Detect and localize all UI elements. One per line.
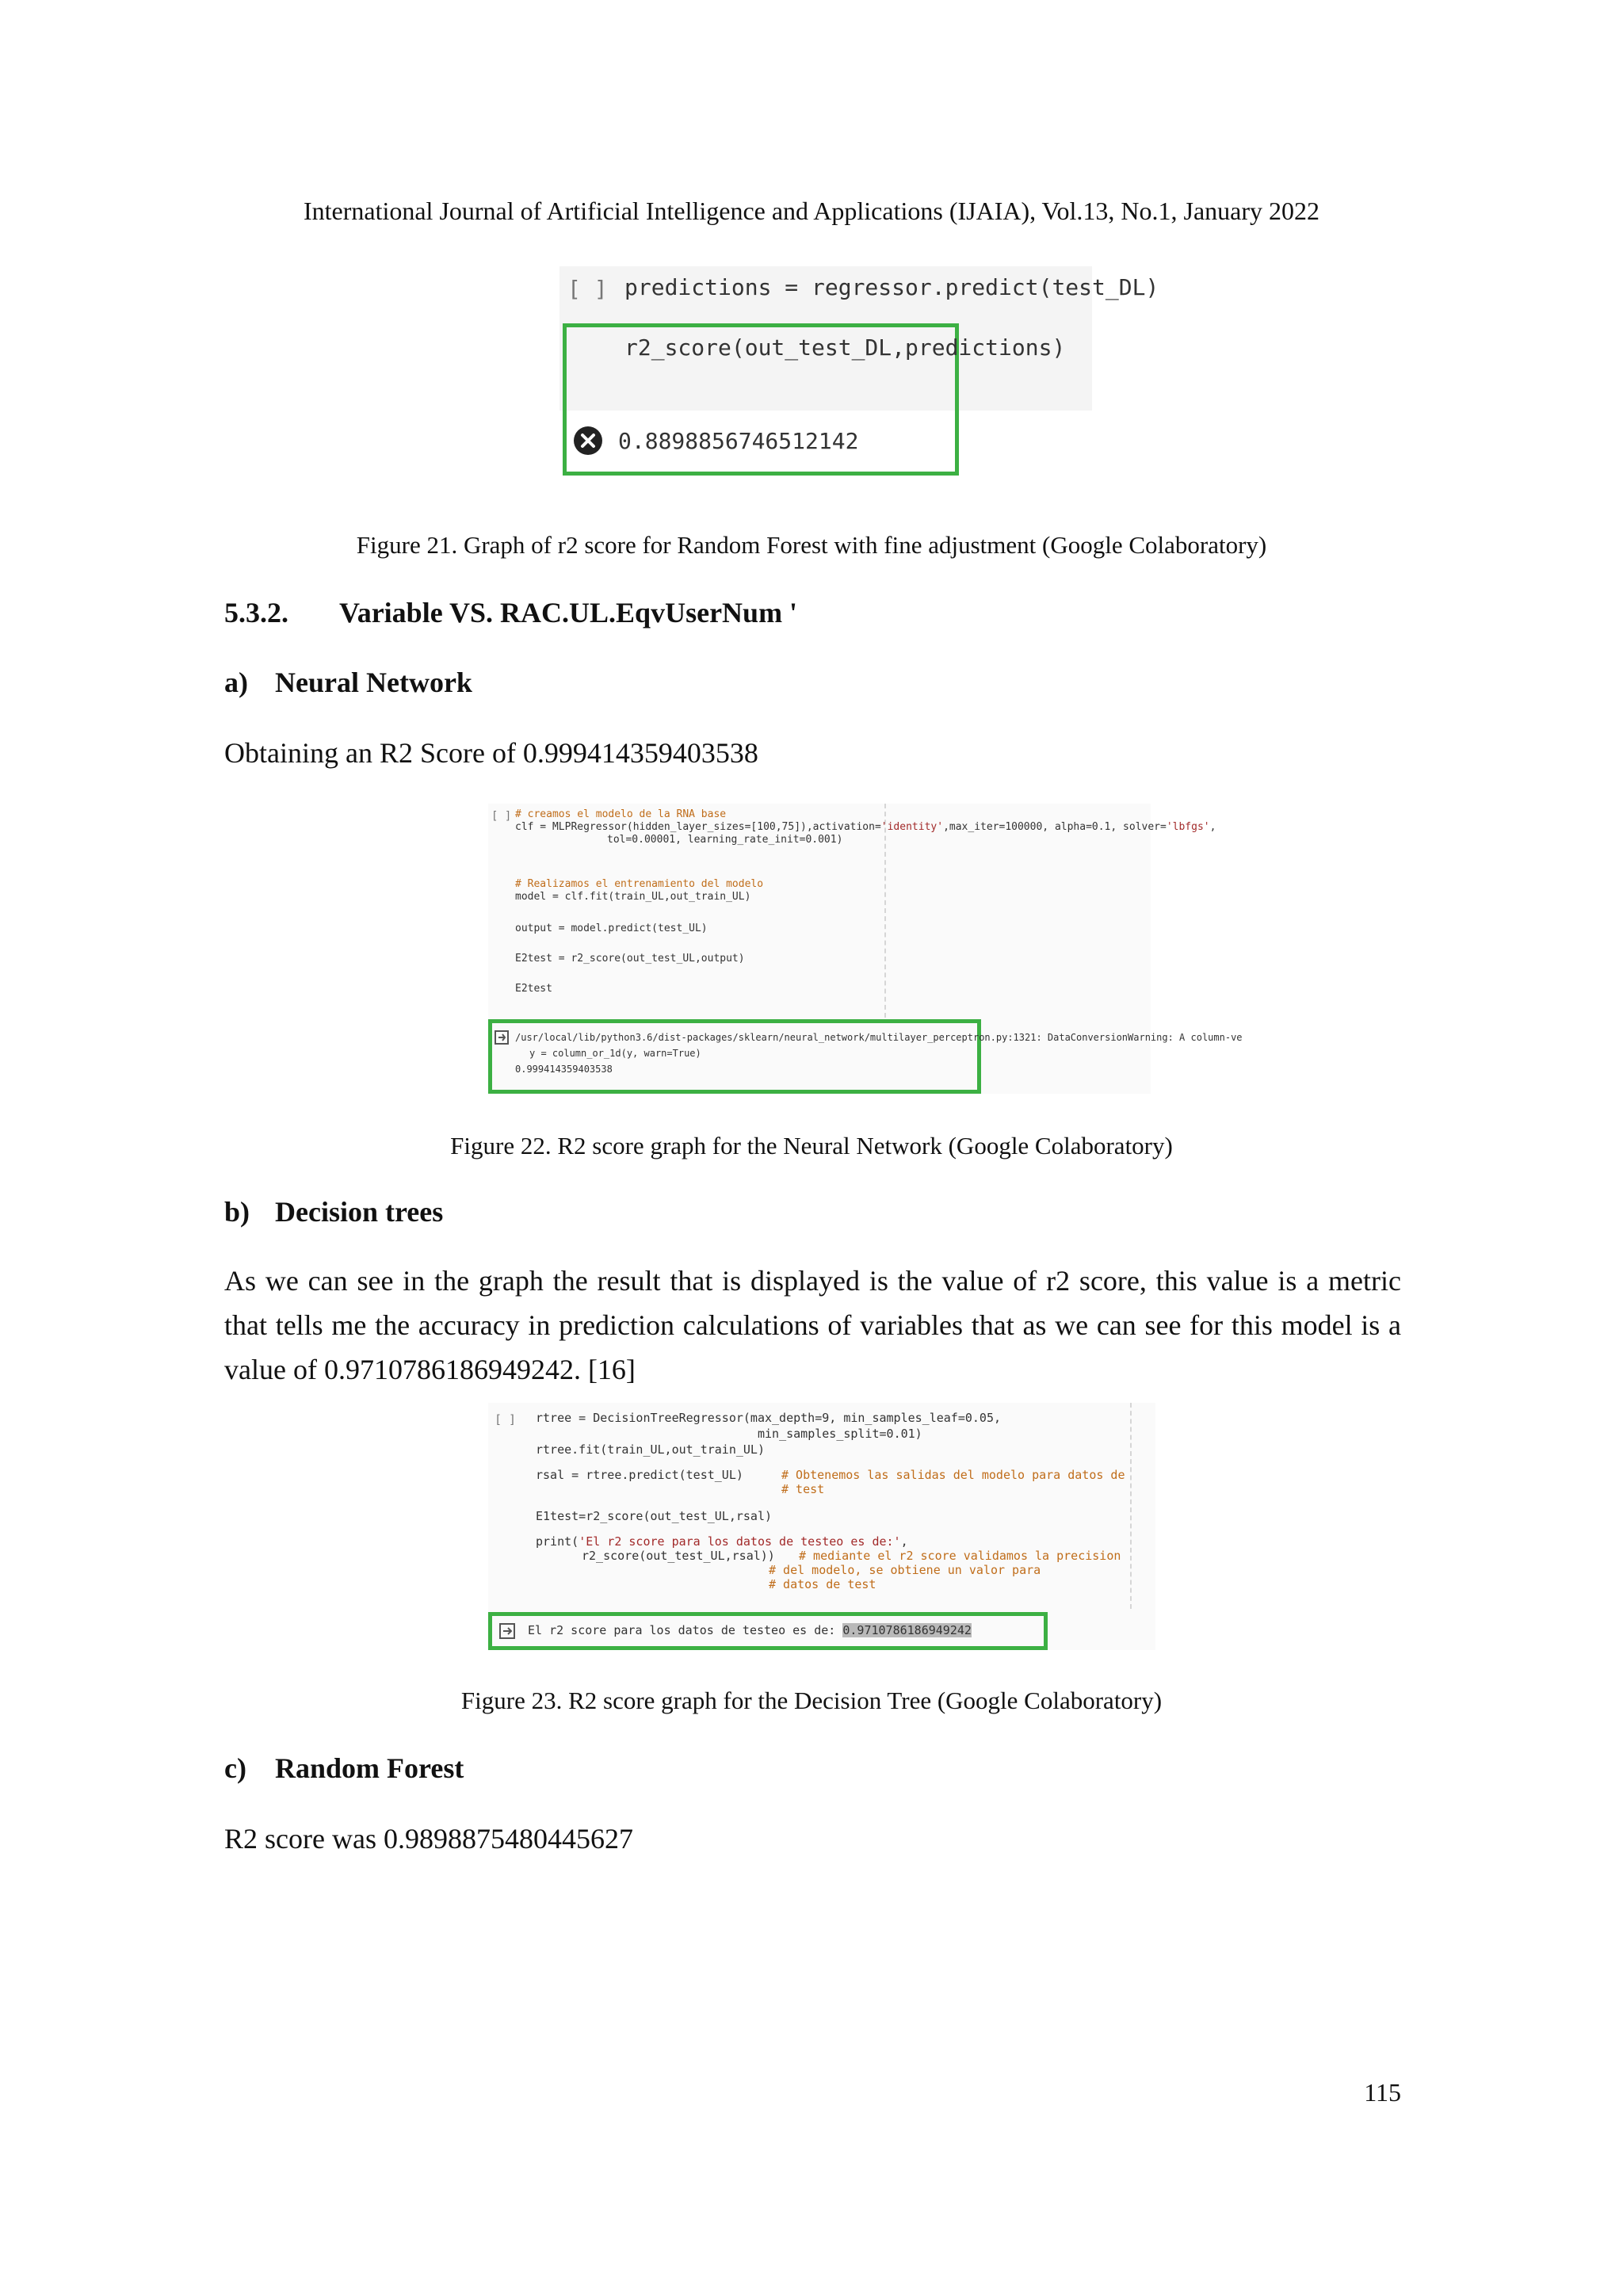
figure-23-screenshot [488,1403,1155,1650]
figure-22-screenshot [488,804,1243,1094]
code-comment: # datos de test [769,1577,876,1591]
page-number: 115 [1364,2078,1401,2107]
cell-divider [884,804,886,1018]
figure-23-caption: Figure 23. R2 score graph for the Decision Tree (Google Colaboratory) [460,1687,1163,1714]
cell-output-value: 0.8898856746512142 [618,428,859,454]
code-line: r2_score(out_test_DL,predictions) [624,334,1066,361]
code-line: E2test = r2_score(out_test_UL,output) [515,953,745,965]
cell-output-line: y = column_or_1d(y, warn=True) [529,1048,701,1059]
figure-21-screenshot [559,266,1159,476]
code-line: model = clf.fit(train_UL,out_train_UL) [515,891,751,903]
code-line: print('El r2 score para los datos de testeo es de:', [536,1534,908,1549]
output-arrow-icon [499,1623,515,1639]
code-line: rsal = rtree.predict(test_UL) [536,1468,743,1482]
code-line: r2_score(out_test_UL,rsal)) [582,1549,775,1563]
section-number: 5.3.2. [224,597,288,628]
section-title: Variable VS. RAC.UL.EqvUserNum ' [339,597,798,628]
cell-output-warning: /usr/local/lib/python3.6/dist-packages/sklearn/neural_network/multilayer_perceptron.py:1321: DataConversionWarning: A column-ve [515,1032,1243,1043]
code-line: E1test=r2_score(out_test_UL,rsal) [536,1509,773,1523]
subsection-letter: a) [224,667,248,698]
subsection-title: Random Forest [275,1752,464,1784]
paragraph: R2 score was 0.9898875480445627 [224,1823,633,1855]
code-line: tol=0.00001, learning_rate_init=0.001) [607,834,843,846]
code-line: clf = MLPRegressor(hidden_layer_sizes=[100,75]),activation='identity',max_iter=100000, alpha=0.1, solver='lbfgs', [515,821,1216,833]
subsection-a-heading [224,666,472,699]
figure-21-caption: Figure 21. Graph of r2 score for Random Forest with fine adjustment (Google Colaboratory) [356,531,1267,559]
code-line: rtree = DecisionTreeRegressor(max_depth=9, min_samples_leaf=0.05, [536,1411,1001,1425]
close-circle-icon [574,426,602,455]
cell-output-line: El r2 score para los datos de testeo es de: 0.9710786186949242 [528,1623,972,1637]
cell-output-value: 0.9710786186949242 [842,1623,972,1637]
cell-output-value: 0.999414359403538 [515,1064,613,1075]
section-heading [224,596,797,629]
figure-22-caption: Figure 22. R2 score graph for the Neural Network (Google Colaboratory) [450,1132,1173,1159]
cell-run-gutter: [ ] [567,276,608,302]
subsection-title: Decision trees [275,1196,444,1228]
code-line: rtree.fit(train_UL,out_train_UL) [536,1442,765,1457]
cell-divider [1130,1403,1132,1609]
code-comment: # mediante el r2 score validamos la precision [799,1549,1121,1563]
cell-run-gutter: [ ] [491,810,512,823]
code-line: E2test [515,983,552,995]
code-line: min_samples_split=0.01) [758,1427,922,1441]
paragraph: As we can see in the graph the result that is displayed is the value of r2 score, this value is a metric that tells me the accuracy in prediction calculations of variables that as we can see for this model is a value of 0.9710786186949242. [16] [224,1265,1401,1385]
cell-run-gutter: [ ] [495,1412,517,1427]
subsection-letter: c) [224,1752,246,1784]
journal-header: International Journal of Artificial Intelligence and Applications (IJAIA), Vol.13, No.1, January 2022 [303,197,1320,225]
subsection-title: Neural Network [275,667,472,698]
code-line: predictions = regressor.predict(test_DL) [624,274,1159,300]
code-comment: # creamos el modelo de la RNA base [515,808,727,820]
code-comment: # Obtenemos las salidas del modelo para datos de [781,1468,1125,1482]
subsection-letter: b) [224,1196,250,1228]
subsection-b-heading [224,1195,443,1228]
subsection-c-heading [224,1752,464,1785]
code-comment: # test [781,1482,825,1496]
paragraph: Obtaining an R2 Score of 0.999414359403538 [224,737,758,769]
code-comment: # Realizamos el entrenamiento del modelo [515,878,764,890]
code-line: output = model.predict(test_UL) [515,923,708,934]
code-comment: # del modelo, se obtiene un valor para [769,1563,1041,1577]
output-arrow-icon [495,1030,509,1045]
